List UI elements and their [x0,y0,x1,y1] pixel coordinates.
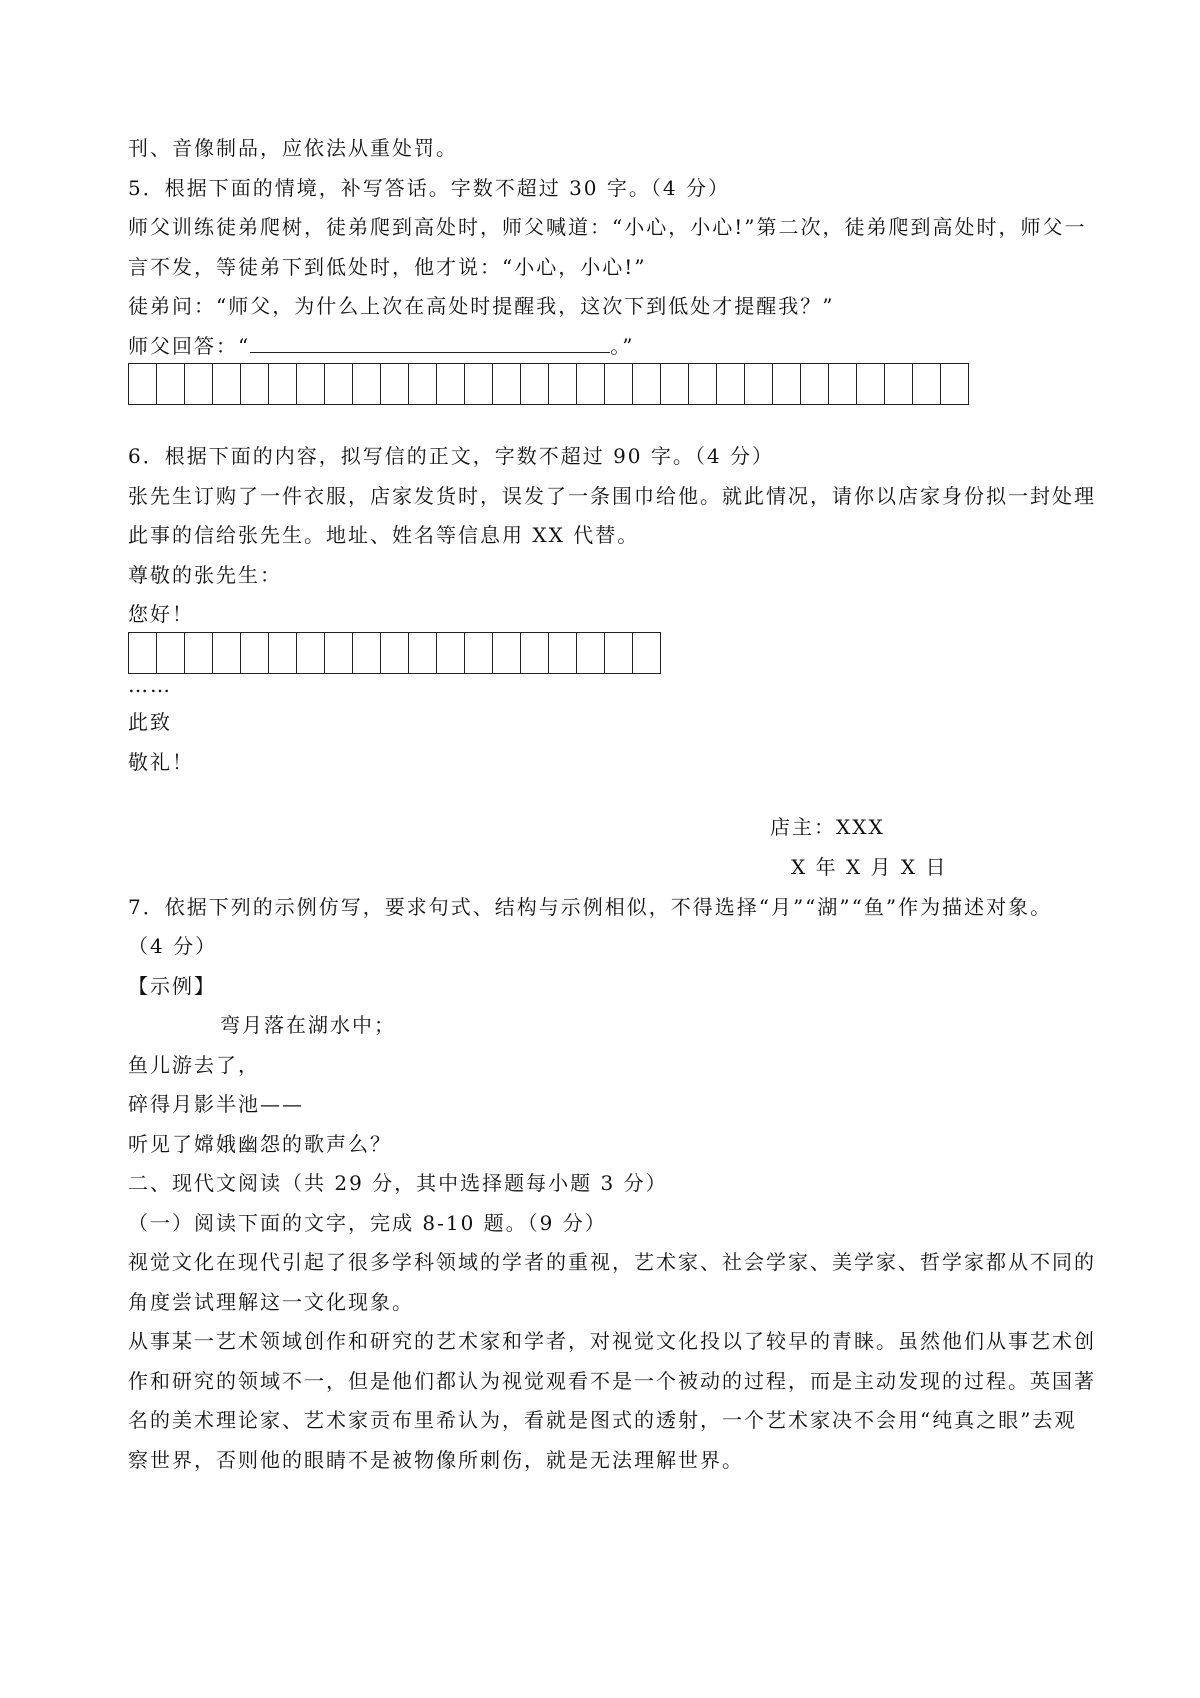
grid-cell[interactable] [661,364,689,404]
text-line: 张先生订购了一件衣服，店家发货时，误发了一条围巾给他。就此情况，请你以店家身份拟一封处理 [128,484,1096,508]
grid-cell[interactable] [745,364,773,404]
grid-cell[interactable] [913,364,941,404]
grid-cell[interactable] [353,633,381,673]
grid-cell[interactable] [297,633,325,673]
grid-cell[interactable] [577,633,605,673]
grid-cell[interactable] [409,364,437,404]
text-line: 此事的信给张先生。地址、姓名等信息用 XX 代替。 [128,523,640,547]
grid-cell[interactable] [521,633,549,673]
question-7-heading: 7．依据下列的示例仿写，要求句式、结构与示例相似，不得选择“月”“湖”“鱼”作为描述对象。 [128,895,1053,919]
letter-salutation: 尊敬的张先生： [128,563,282,587]
poem-line: 听见了嫦娥幽怨的歌声么？ [128,1132,392,1156]
text-line: （4 分） [128,934,218,958]
grid-cell[interactable] [129,633,157,673]
answer-prompt-line [128,332,634,360]
question-6-heading: 6．根据下面的内容，拟写信的正文，字数不超过 90 字。（4 分） [128,444,774,468]
grid-cell[interactable] [493,364,521,404]
grid-cell[interactable] [633,633,661,673]
text-line: 作和研究的领域不一，但是他们都认为视觉观看不是一个被动的过程，而是主动发现的过程。英国著 [128,1369,1096,1393]
text-line: 察世界，否则他的眼睛不是被物像所刺伤，就是无法理解世界。 [128,1448,744,1472]
grid-cell[interactable] [717,364,745,404]
answer-prompt-end: 。” [610,334,635,358]
grid-cell[interactable] [185,633,213,673]
poem-line: 鱼儿游去了， [128,1053,260,1077]
letter-regards: 敬礼！ [128,750,194,774]
grid-cell[interactable] [325,364,353,404]
letter-closing: 此致 [128,710,172,734]
grid-cell[interactable] [381,633,409,673]
letter-date: X 年 X 月 X 日 [791,855,948,879]
answer-blank[interactable] [250,334,610,353]
grid-cell[interactable] [801,364,829,404]
poem-line: 弯月落在湖水中； [220,1013,396,1037]
text-line: 从事某一艺术领域创作和研究的艺术家和学者，对视觉文化投以了较早的青睐。虽然他们从事艺术创 [128,1329,1096,1353]
text-line: 刊、音像制品，应依法从重处罚。 [128,136,458,160]
question-5-heading: 5．根据下面的情境，补写答话。字数不超过 30 字。（4 分） [128,176,730,200]
grid-cell[interactable] [521,364,549,404]
text-line: 视觉文化在现代引起了很多学科领域的学者的重视，艺术家、社会学家、美学家、哲学家都从不同的 [128,1250,1096,1274]
answer-prompt-label: 师父回答：“ [128,334,251,358]
grid-cell[interactable] [269,633,297,673]
grid-cell[interactable] [689,364,717,404]
letter-greeting: 您好！ [128,602,194,626]
section-heading: 二、现代文阅读（共 29 分，其中选择题每小题 3 分） [128,1171,668,1195]
grid-cell[interactable] [157,633,185,673]
grid-cell[interactable] [213,633,241,673]
grid-cell[interactable] [157,364,185,404]
poem-line: 碎得月影半池—— [128,1092,304,1116]
text-line: 师父训练徒弟爬树，徒弟爬到高处时，师父喊道：“小心，小心!”第二次，徒弟爬到高处时，师父一 [128,215,1087,239]
grid-cell[interactable] [353,364,381,404]
text-line: 言不发，等徒弟下到低处时，他才说：“小心，小心!” [128,255,647,279]
subsection-heading: （一）阅读下面的文字，完成 8-10 题。（9 分） [128,1211,607,1235]
grid-cell[interactable] [773,364,801,404]
grid-cell[interactable] [633,364,661,404]
grid-cell[interactable] [857,364,885,404]
grid-cell[interactable] [605,364,633,404]
grid-cell[interactable] [885,364,913,404]
grid-cell[interactable] [325,633,353,673]
writing-grid-q5[interactable] [128,363,969,405]
grid-cell[interactable] [605,633,633,673]
grid-cell[interactable] [241,364,269,404]
grid-cell[interactable] [549,633,577,673]
writing-grid-q6[interactable] [128,632,661,674]
grid-cell[interactable] [829,364,857,404]
grid-cell[interactable] [941,364,969,404]
grid-cell[interactable] [381,364,409,404]
grid-cell[interactable] [493,633,521,673]
text-line: 角度尝试理解这一文化现象。 [128,1290,414,1314]
grid-cell[interactable] [549,364,577,404]
grid-cell[interactable] [297,364,325,404]
grid-cell[interactable] [129,364,157,404]
grid-cell[interactable] [241,633,269,673]
grid-cell[interactable] [465,364,493,404]
grid-cell[interactable] [185,364,213,404]
grid-cell[interactable] [465,633,493,673]
grid-cell[interactable] [409,633,437,673]
grid-cell[interactable] [213,364,241,404]
grid-cell[interactable] [437,364,465,404]
letter-signature: 店主：XXX [770,815,885,839]
example-label: 【示例】 [128,974,216,998]
ellipsis: …… [128,673,172,697]
text-line: 徒弟问：“师父，为什么上次在高处时提醒我，这次下到低处才提醒我？” [128,294,835,318]
grid-cell[interactable] [577,364,605,404]
grid-cell[interactable] [437,633,465,673]
text-line: 名的美术理论家、艺术家贡布里希认为，看就是图式的透射，一个艺术家决不会用“纯真之眼”去观 [128,1408,1077,1432]
grid-cell[interactable] [269,364,297,404]
